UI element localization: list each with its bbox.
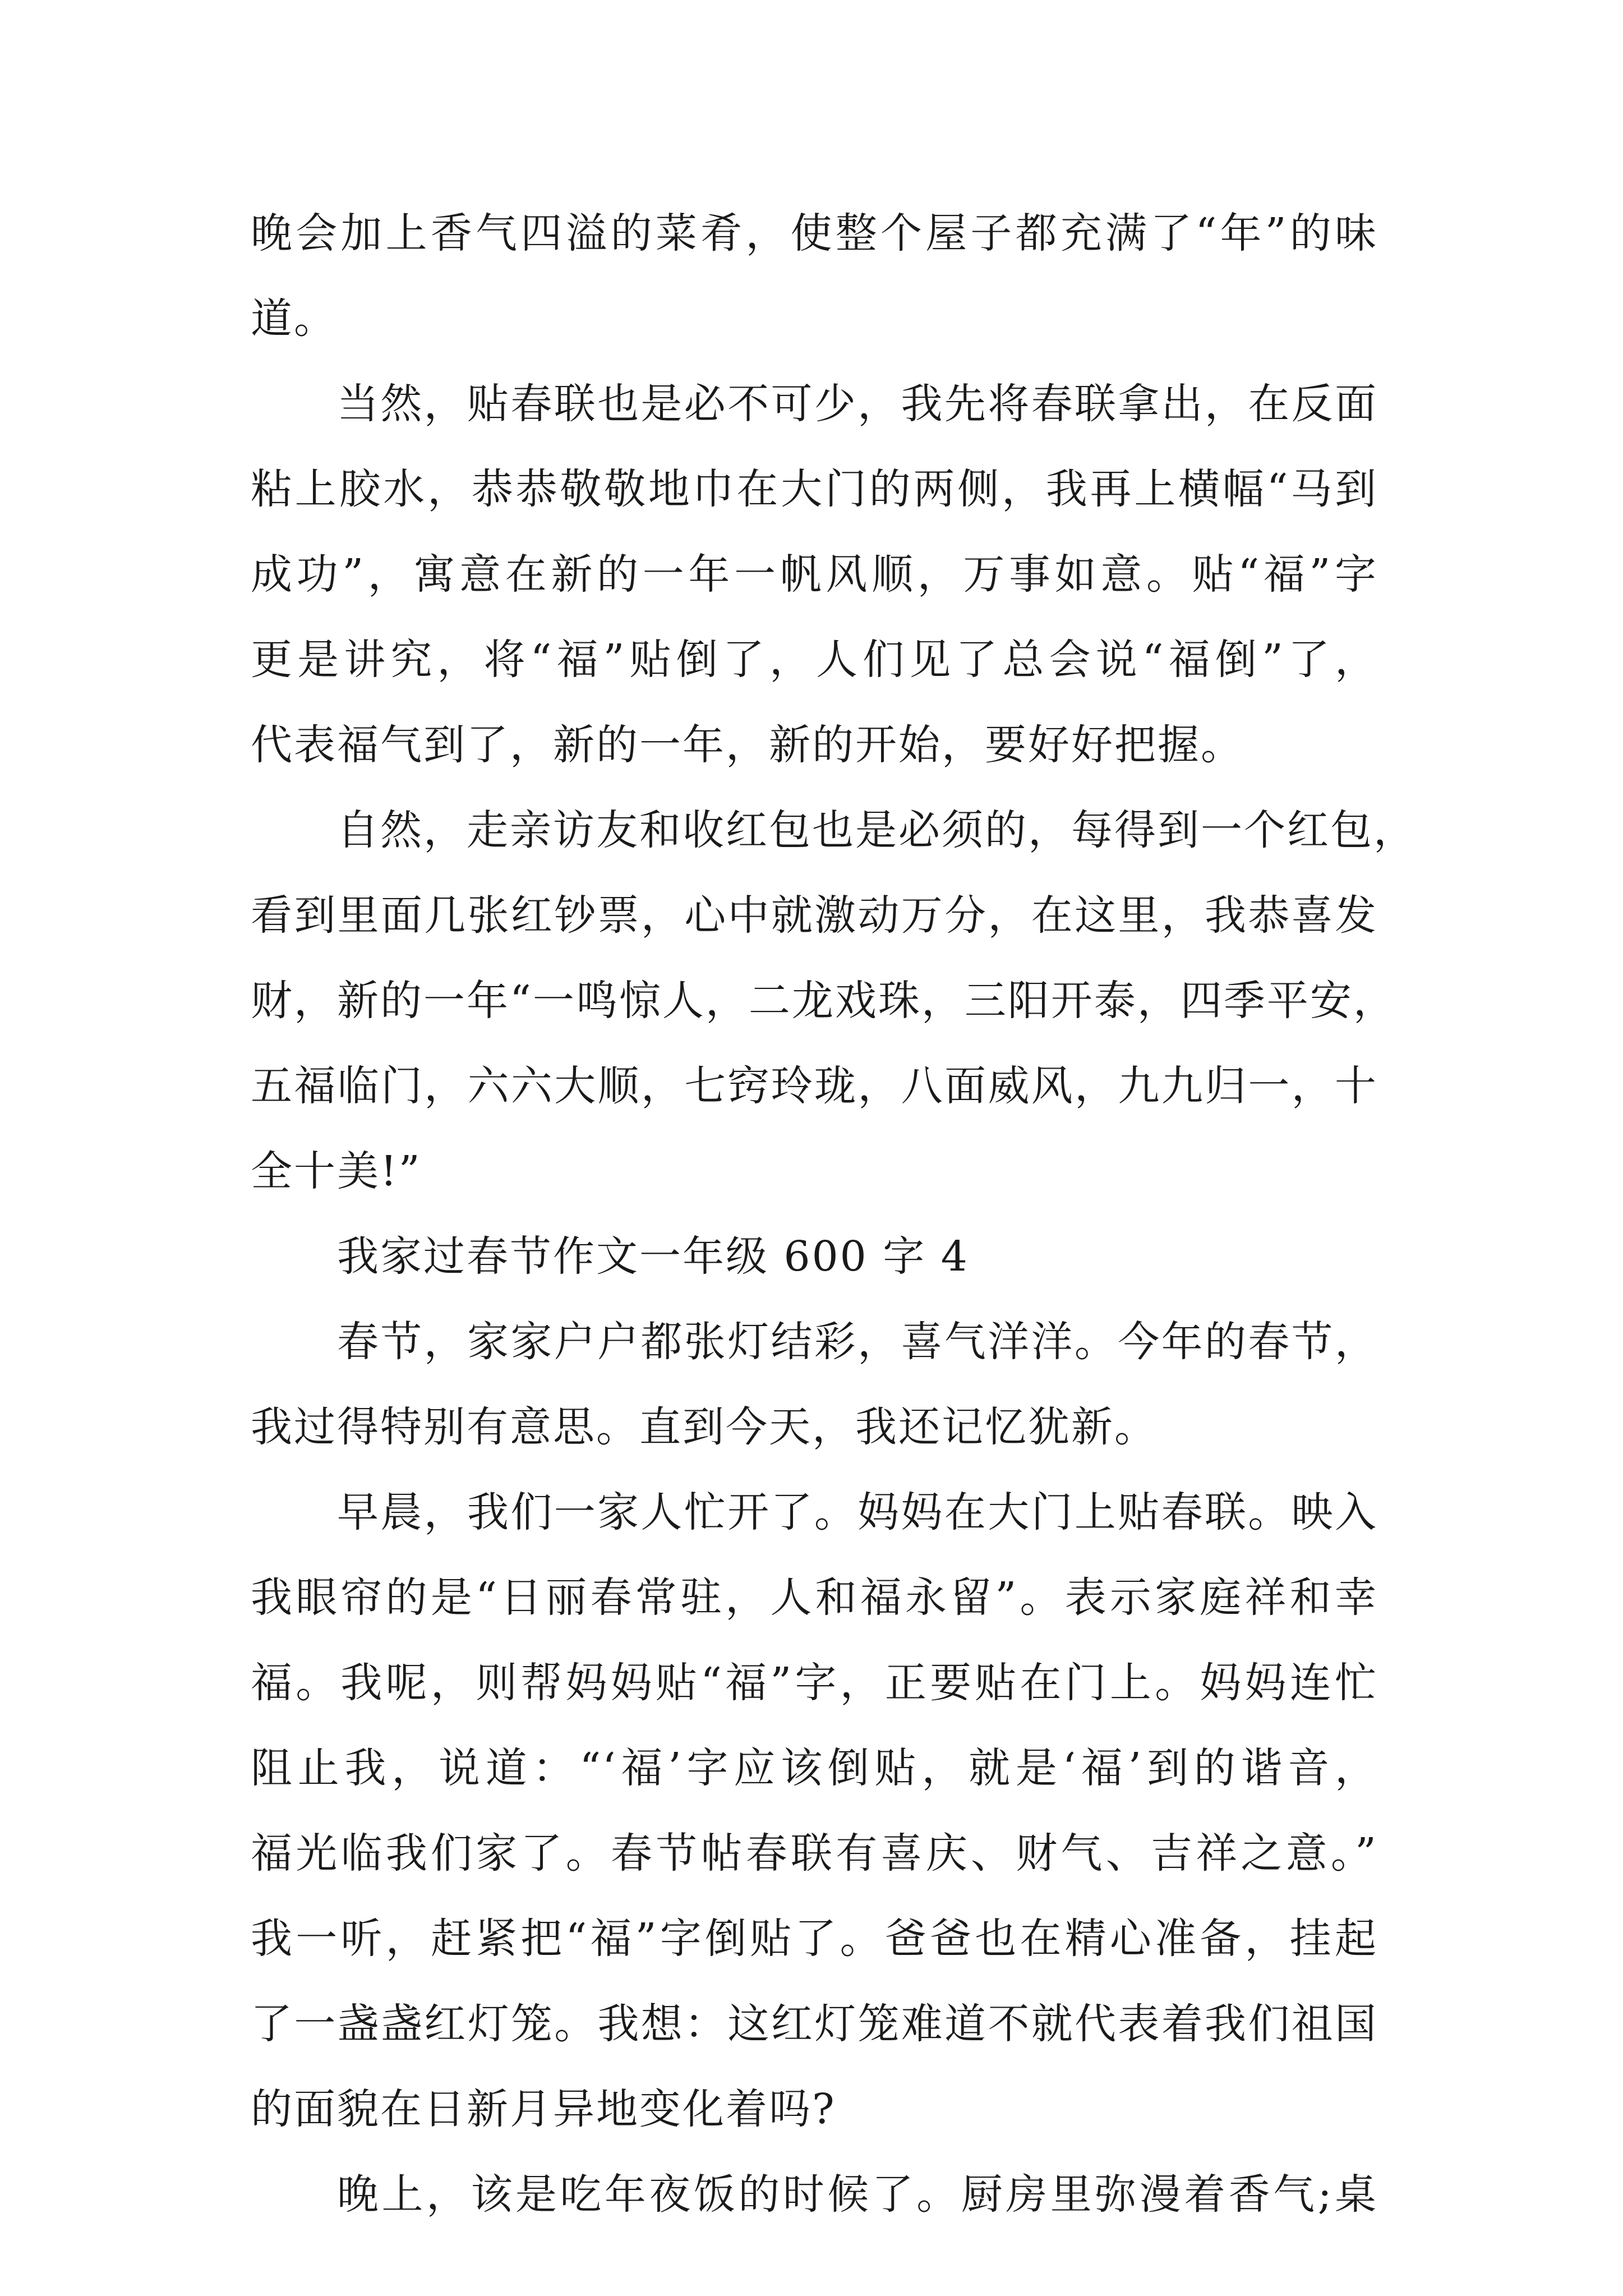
section-heading: 我家过春节作文一年级 600 字 4 [337,1232,969,1281]
text-line: 看到里面几张红钞票，心中就激动万分，在这里，我恭喜发 [251,891,1378,940]
text-line: 晚会加上香气四溢的菜肴，使整个屋子都充满了“年”的味 [251,209,1378,257]
text-line: 我眼帘的是“日丽春常驻，人和福永留”。表示家庭祥和幸 [251,1573,1378,1622]
text-line: 阻止我，说道：“‘福’字应该倒贴，就是‘福’到的谐音， [251,1744,1378,1792]
text-line: 的面貌在日新月异地变化着吗? [251,2085,836,2133]
paragraph-first-line: 早晨，我们一家人忙开了。妈妈在大门上贴春联。映入 [337,1488,1378,1536]
text-line: 全十美!” [251,1147,422,1195]
text-line: 成功”，寓意在新的一年一帆风顺，万事如意。贴“福”字 [251,550,1378,599]
essay-body [251,191,1417,2237]
text-line: 粘上胶水，恭恭敬敬地巾在大门的两侧，我再上横幅“马到 [251,465,1378,513]
text-line: 更是讲究，将“福”贴倒了，人们见了总会说“福倒”了， [251,636,1378,684]
text-line: 福。我呢，则帮妈妈贴“福”字，正要贴在门上。妈妈连忙 [251,1659,1378,1707]
text-line: 财，新的一年“一鸣惊人，二龙戏珠，三阳开泰，四季平安， [251,977,1396,1025]
paragraph-first-line: 自然，走亲访友和收红包也是必须的，每得到一个红包， [337,806,1417,854]
text-line: 代表福气到了，新的一年，新的开始，要好好把握。 [251,721,1244,769]
text-line: 福光临我们家了。春节帖春联有喜庆、财气、吉祥之意。” [251,1829,1378,1878]
paragraph-first-line: 当然，贴春联也是必不可少，我先将春联拿出，在反面 [337,380,1378,428]
text-line: 我一听，赶紧把“福”字倒贴了。爸爸也在精心准备，挂起 [251,1915,1378,1963]
paragraph-first-line: 春节，家家户户都张灯结彩，喜气洋洋。今年的春节， [337,1318,1378,1366]
text-line: 道。 [251,295,337,343]
paragraph-first-line: 晚上，该是吃年夜饭的时候了。厨房里弥漫着香气;桌 [337,2170,1378,2219]
text-line: 我过得特别有意思。直到今天，我还记忆犹新。 [251,1403,1158,1451]
text-line: 五福临门，六六大顺，七窍玲珑，八面威风，九九归一，十 [251,1062,1378,1110]
text-line: 了一盏盏红灯笼。我想：这红灯笼难道不就代表着我们祖国 [251,2000,1378,2048]
